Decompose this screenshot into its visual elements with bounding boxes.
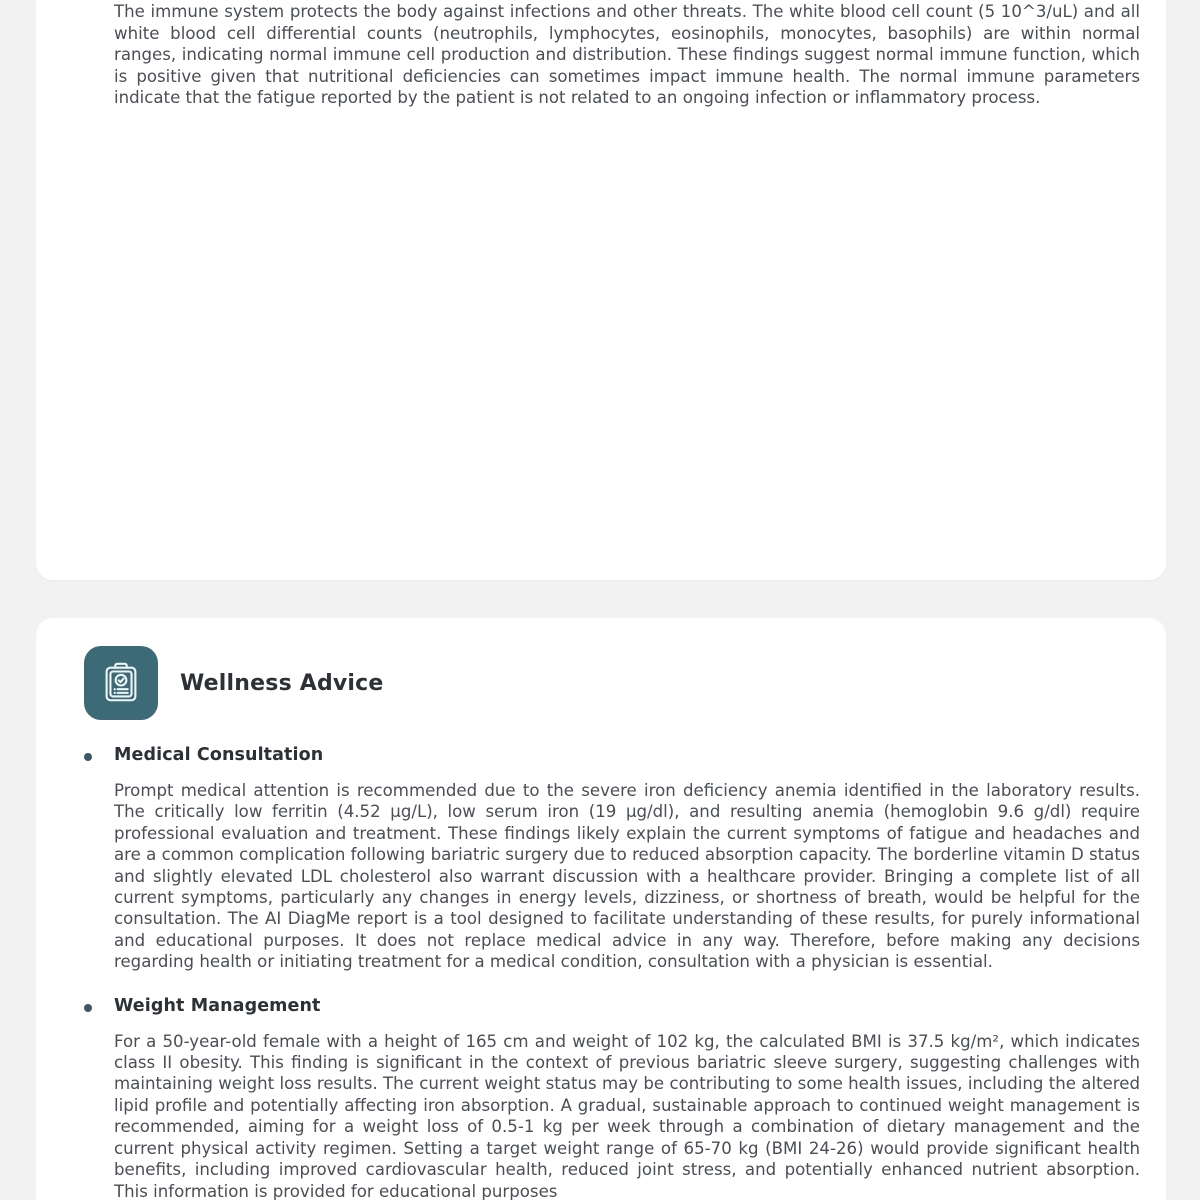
wellness-advice-card xyxy=(36,618,1166,1200)
advice-heading-row xyxy=(58,744,1144,766)
advice-heading: Medical Consultation xyxy=(114,745,324,765)
normal-findings-card xyxy=(36,0,1166,580)
finding-item xyxy=(58,0,1144,109)
advice-heading-row xyxy=(58,995,1144,1017)
wellness-section-title: Wellness Advice xyxy=(180,670,384,696)
advice-item xyxy=(58,995,1144,1200)
advice-body: Prompt medical attention is recommended due to the severe iron deficiency anemia identified in the laboratory results. The critically low ferritin (4.52 µg/L), low serum iron (19 µg/dl), and resulting anemia (hemoglobin 9.6 g/dl) require professional evaluation and treatment. These findings likely explain the current symptoms of fatigue and headaches and are a common complication following bariatric surgery due to reduced absorption capacity. The borderline vitamin D status and slightly elevated LDL cholesterol also warrant discussion with a healthcare provider. Bringing a complete list of all current symptoms, particularly any changes in energy levels, dizziness, or shortness of breath, would be helpful for the consultation. The AI DiagMe report is a tool designed to facilitate understanding of these results, for purely informational and educational purposes. It does not replace medical advice in any way. Therefore, before making any decisions regarding health or initiating treatment for a medical condition, consultation with a physician is essential. xyxy=(114,781,1140,972)
advice-body: For a 50-year-old female with a height of 165 cm and weight of 102 kg, the calculated BMI is 37.5 kg/m², which indicates class II obesity. This finding is significant in the context of previous bariatric sleeve surgery, suggesting challenges with maintaining weight loss results. The current weight status may be contributing to some health issues, including the altered lipid profile and potentially affecting iron absorption. A gradual, sustainable approach to continued weight management is recommended, aiming for a weight loss of 0.5-1 kg per week through a combination of dietary management and the current physical activity regimen. Setting a target weight range of 65-70 kg (BMI 24-26) would provide significant health benefits, including improved cardiovascular health, reduced joint stress, and potentially enhanced nutrient absorption. This information is provided for educational purposes xyxy=(114,1031,1140,1200)
advice-item xyxy=(58,744,1144,973)
clipboard-check-icon xyxy=(84,646,158,720)
advice-heading: Weight Management xyxy=(114,995,321,1016)
bullet-dot-icon xyxy=(84,753,92,761)
finding-body: The immune system protects the body against infections and other threats. The white blood cell count (5 10^3/uL) and all white blood cell differential counts (neutrophils, lymphocytes, eosinophils, monocytes, basophils) are within normal ranges, indicating normal immune cell production and distribution. These findings suggest normal immune function, which is positive given that nutritional deficiencies can sometimes impact immune health. The normal immune parameters indicate that the fatigue reported by the patient is not related to an ongoing infection or inflammatory process. xyxy=(114,2,1140,108)
bullet-dot-icon xyxy=(84,1004,92,1012)
wellness-section-header xyxy=(58,618,1144,720)
wellness-items xyxy=(58,720,1144,1200)
